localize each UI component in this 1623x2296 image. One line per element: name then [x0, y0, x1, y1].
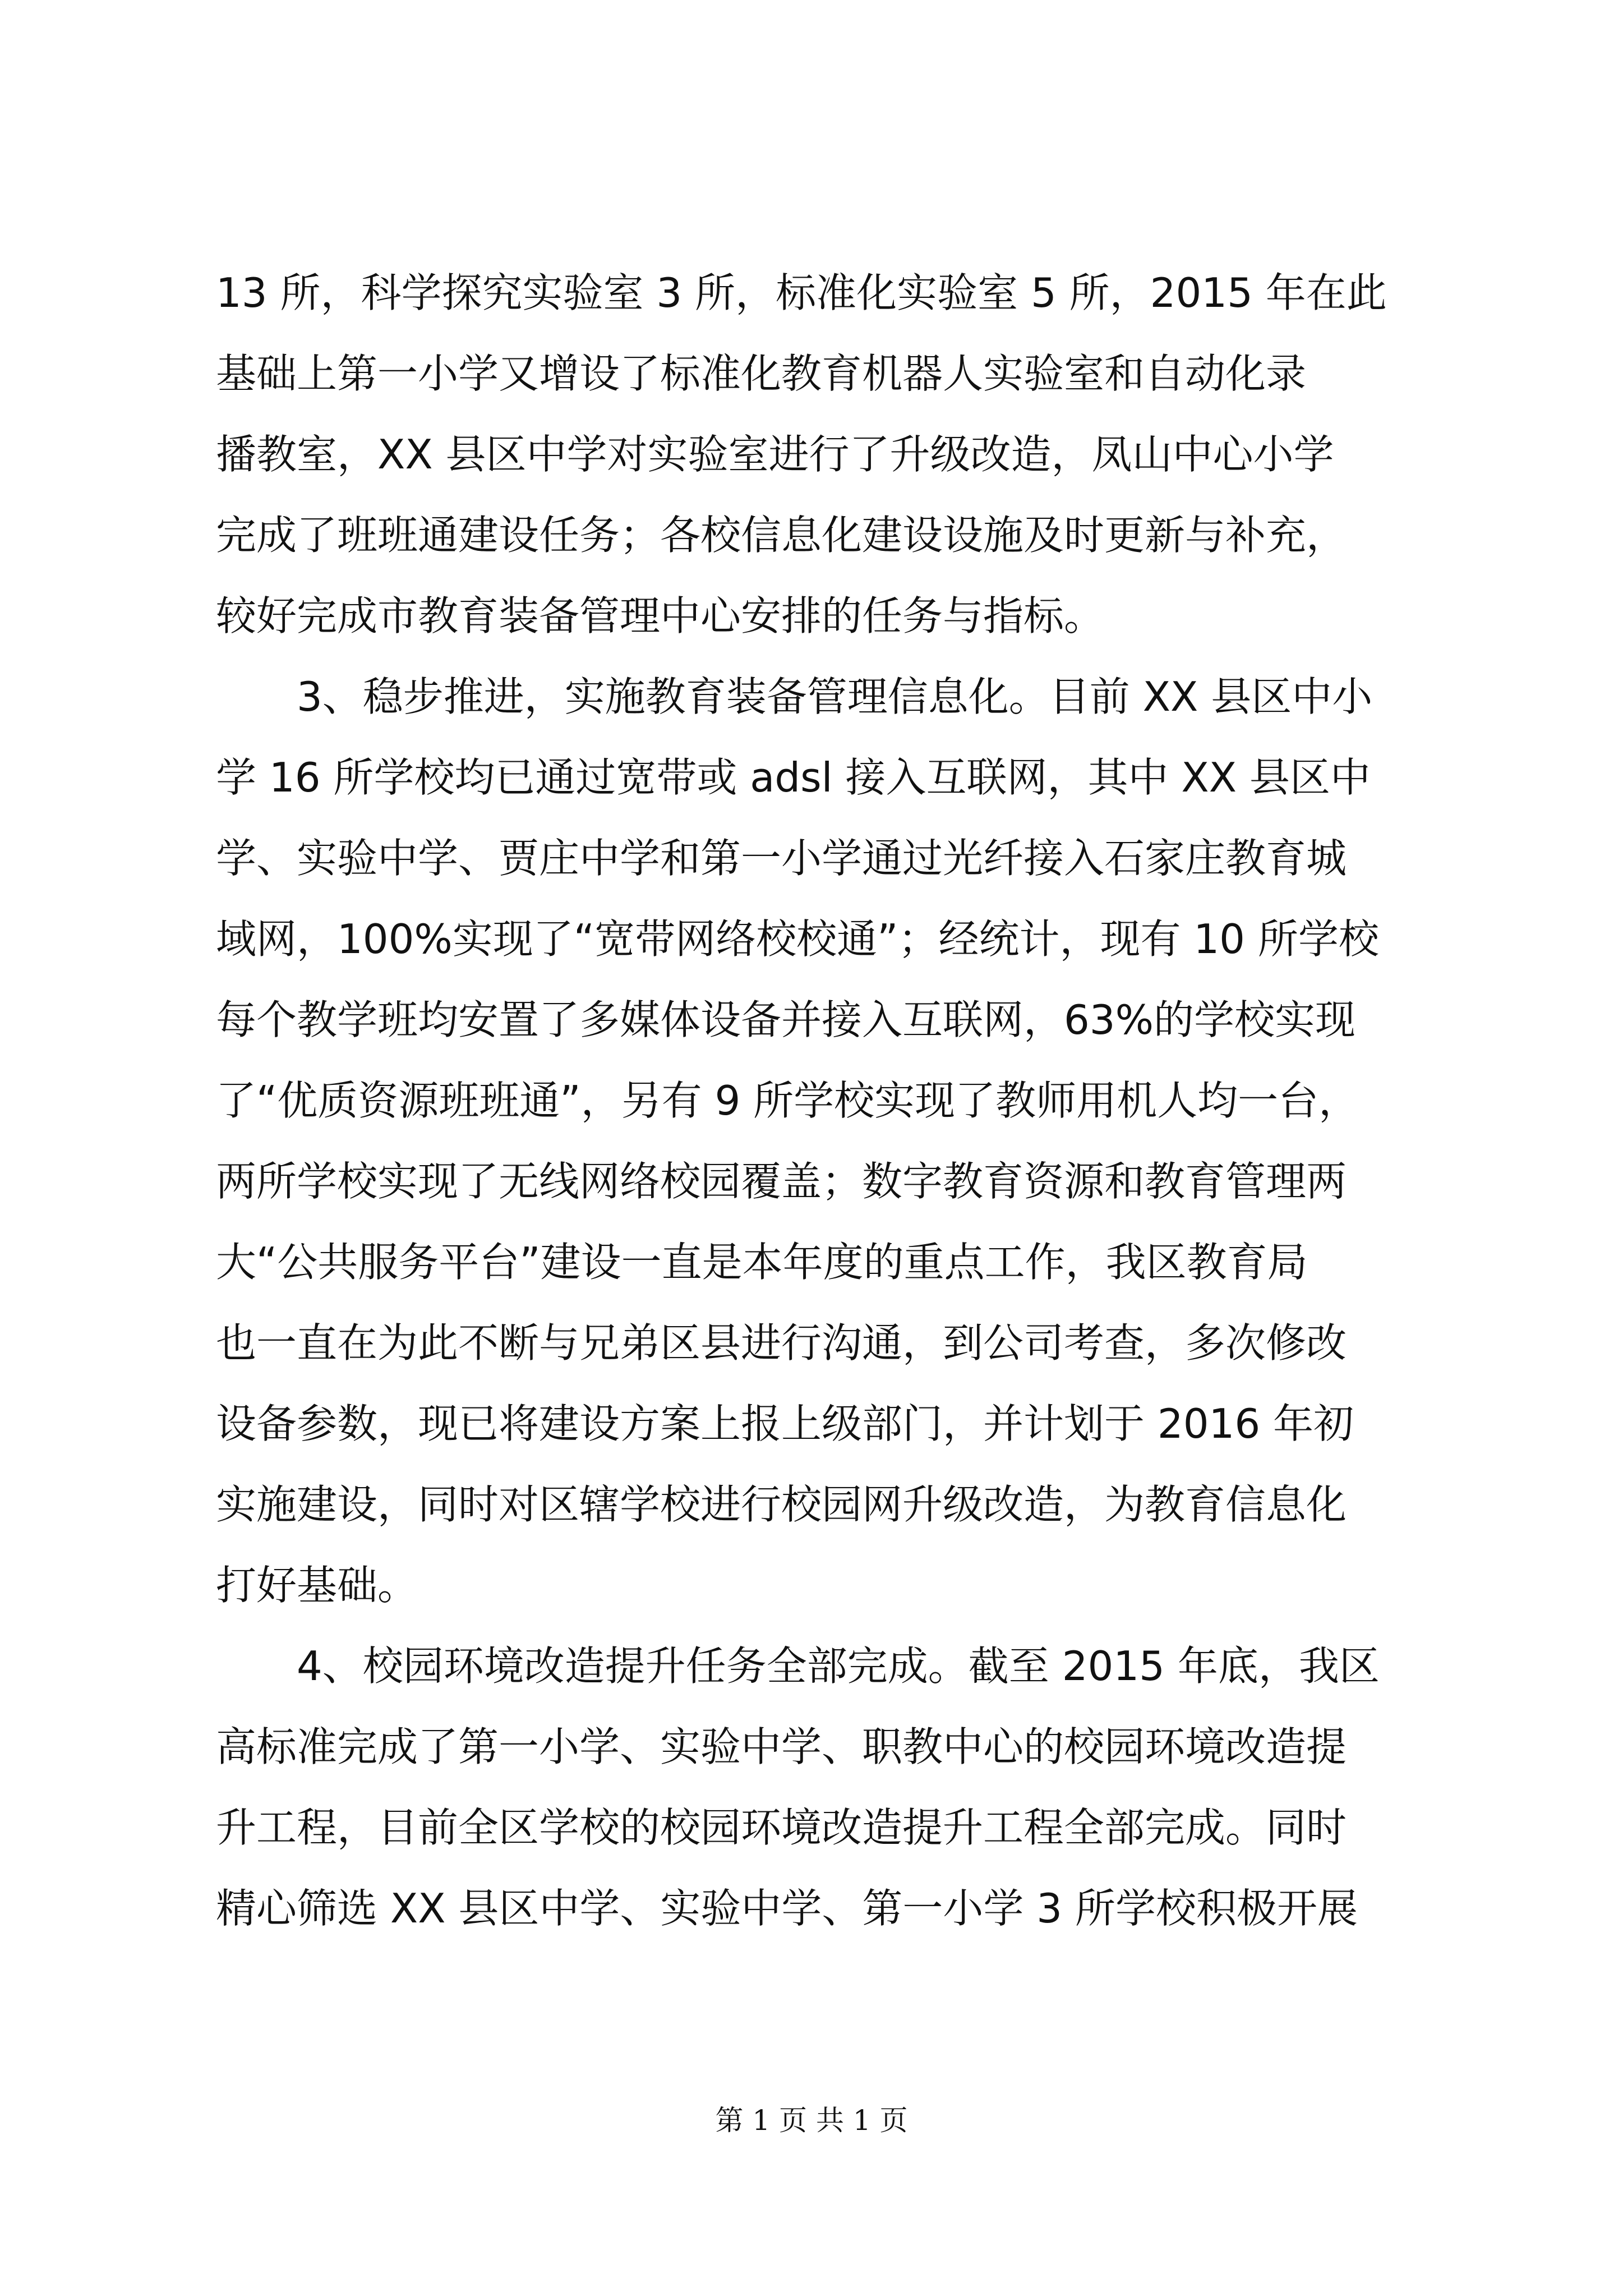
text-line: 13 所，科学探究实验室 3 所，标准化实验室 5 所，2015 年在此 [216, 269, 1387, 316]
text-line: 较好完成市教育装备管理中心安排的任务与指标。 [216, 592, 1105, 639]
text-line: 精心筛选 XX 县区中学、实验中学、第一小学 3 所学校积极开展 [216, 1885, 1358, 1932]
text-line: 大“公共服务平台”建设一直是本年度的重点工作，我区教育局 [216, 1239, 1308, 1286]
text-line: 播教室，XX 县区中学对实验室进行了升级改造，凤山中心小学 [216, 431, 1334, 478]
text-line: 打好基础。 [216, 1562, 418, 1609]
text-line: 两所学校实现了无线网络校园覆盖；数字教育资源和教育管理两 [216, 1158, 1347, 1205]
page-footer [0, 2098, 1623, 2143]
text-line: 基础上第一小学又增设了标准化教育机器人实验室和自动化录 [216, 350, 1307, 397]
text-line: 每个教学班均安置了多媒体设备并接入互联网，63%的学校实现 [216, 996, 1356, 1043]
text-line: 了“优质资源班班通”，另有 9 所学校实现了教师用机人均一台， [216, 1077, 1359, 1124]
text-line: 实施建设，同时对区辖学校进行校园网升级改造，为教育信息化 [216, 1481, 1347, 1528]
text-line: 升工程，目前全区学校的校园环境改造提升工程全部完成。同时 [216, 1804, 1347, 1851]
paragraph-start-line: 3、稳步推进，实施教育装备管理信息化。目前 XX 县区中小 [297, 673, 1373, 720]
paragraph-start-line: 4、校园环境改造提升任务全部完成。截至 2015 年底，我区 [297, 1642, 1380, 1690]
text-line: 学、实验中学、贾庄中学和第一小学通过光纤接入石家庄教育城 [216, 835, 1347, 882]
page-number-label: 第 1 页 共 1 页 [715, 2104, 908, 2137]
text-line: 高标准完成了第一小学、实验中学、职教中心的校园环境改造提 [216, 1723, 1347, 1770]
text-line: 设备参数，现已将建设方案上报上级部门，并计划于 2016 年初 [216, 1400, 1354, 1447]
text-line: 也一直在为此不断与兄弟区县进行沟通，到公司考查，多次修改 [216, 1319, 1347, 1366]
body-text [216, 252, 1410, 1949]
text-line: 完成了班班通建设任务；各校信息化建设设施及时更新与补充， [216, 512, 1347, 559]
text-line: 域网，100%实现了“宽带网络校校通”；经统计，现有 10 所学校 [216, 915, 1379, 963]
text-line: 学 16 所学校均已通过宽带或 adsl 接入互联网，其中 XX 县区中 [216, 754, 1371, 801]
